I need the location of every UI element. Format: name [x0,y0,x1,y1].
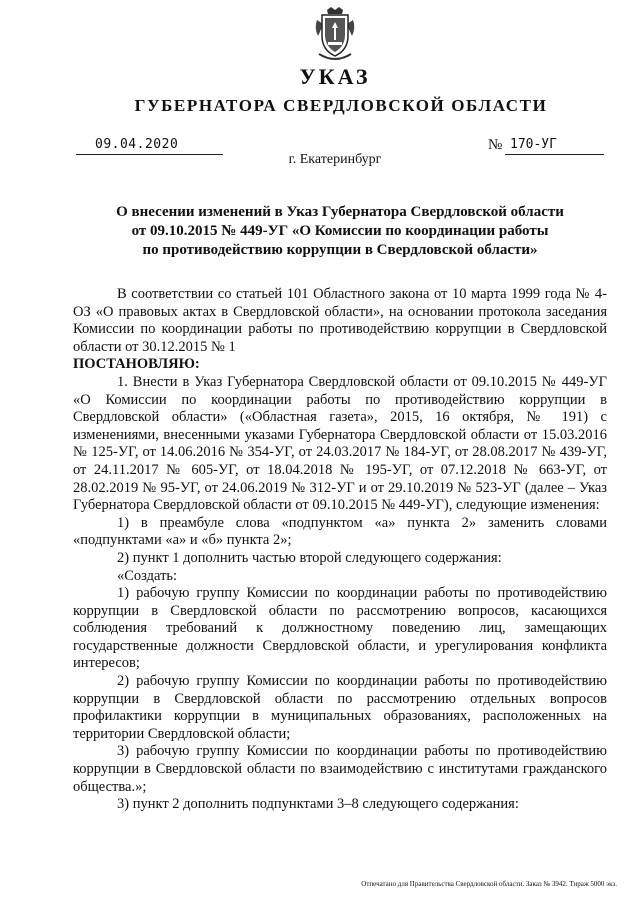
body-paragraph: «Создать: [117,567,178,584]
body-paragraph: 1) в преамбуле слова «подпунктом «а» пункта 2» заменить словами «подпунктами «а» и «б» пункта 2»; [73,514,607,549]
body-paragraph: 3) пункт 2 дополнить подпунктами 3–8 следующего содержания: [117,796,519,813]
body-paragraph: 1. Внести в Указ Губернатора Свердловской области от 09.10.2015 № 449-УГ «О Комиссии по координации работы по противодействию коррупции в Свердловской области» («Областная газета», 2015, 16 октября, № 191) с изменениями, внесенными указами Губернатора Свердловской области от 15.03.2016 № 125-УГ, от 14.06.2016 № 354-УГ, от 24.03.2017 № 184-УГ, от 28.08.2017 № 439-УГ, от 24.11.2017 № 605-УГ, от 18.04.2018 № 195-УГ, от 07.12.2018 № 663-УГ, от 28.02.2019 № 95-УГ, от 24.06.2019 № 312-УГ и от 29.10.2019 № 523-УГ (далее – Указ Губернатора Свердловской области от 09.10.2015 № 449-УГ), следующие изменения: [73,373,607,514]
heading-line: по противодействию коррупции в Свердловской области» [142,242,538,258]
body-paragraph: 2) пункт 1 дополнить частью второй следующего содержания: [117,549,502,566]
body-paragraph: 2) рабочую группу Комиссии по координации работы по противодействию коррупции в Свердловской области по рассмотрению отдельных вопросов профилактики коррупции в муниципальных образованиях, расположенных на территории Свердловской области; [73,673,607,742]
document-title: УКАЗ [299,64,371,89]
document-body [73,286,607,814]
heading-line: О внесении изменений в Указ Губернатора Свердловской области [116,204,564,220]
coat-of-arms-icon [313,6,357,62]
decree-word: ПОСТАНОВЛЯЮ: [73,356,200,373]
body-paragraph: 3) рабочую группу Комиссии по координации работы по противодействию коррупции в Свердловской области по взаимодействию с институтами гражданского общества.»; [73,743,607,795]
document-city: г. Екатеринбург [288,152,382,167]
document-subtitle: ГУБЕРНАТОРА СВЕРДЛОВСКОЙ ОБЛАСТИ [134,96,548,115]
body-paragraph: 1) рабочую группу Комиссии по координации работы по противодействию коррупции в Свердловской области по рассмотрению вопросов, касающихся соблюдения требований к должностному поведению лиц, замещающих государственные должности Свердловской области, и урегулирования конфликта интересов; [73,585,607,672]
print-footer: Отпечатано для Правительства Свердловской области. Заказ № 3942. Тираж 5000 экз. [361,880,617,888]
heading-line: от 09.10.2015 № 449-УГ «О Комиссии по координации работы [131,223,549,239]
document-date: 09.04.2020 [95,137,179,152]
number-sign: № [488,137,503,153]
document-number: 170-УГ [510,137,557,152]
document-heading [70,203,610,260]
preamble-paragraph: В соответствии со статьей 101 Областного закона от 10 марта 1999 года № 4-ОЗ «О правовых актах в Свердловской области», на основании протокола заседания Комиссии по координации работы по противодействию коррупции в Свердловской области от 30.12.2015 № 1 [73,286,607,355]
